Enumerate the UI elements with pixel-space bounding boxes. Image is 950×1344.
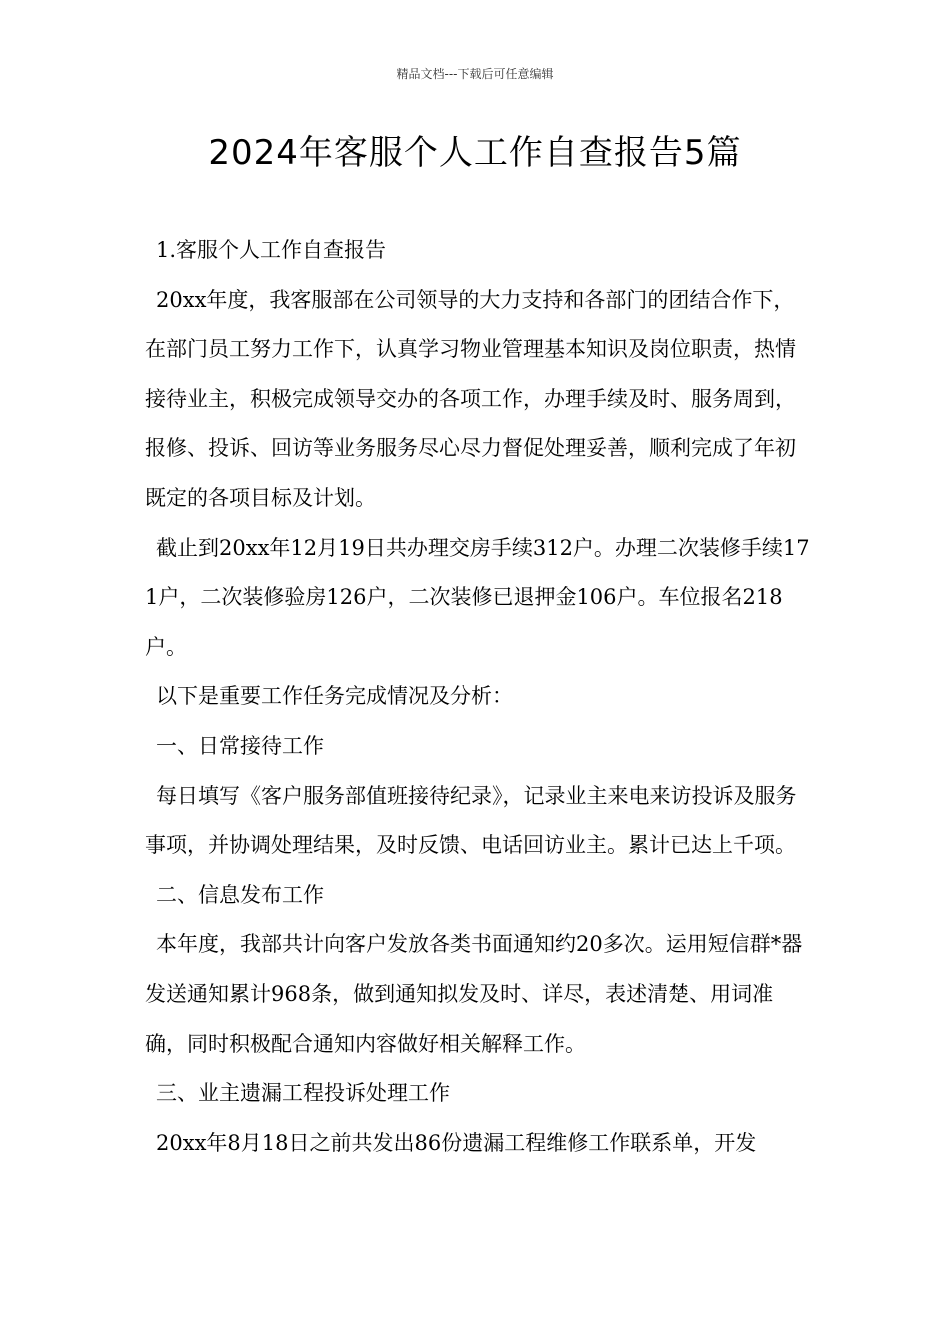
paragraph: 每日填写《客户服务部值班接待纪录》，记录业主来电来访投诉及服务事项，并协调处理结果，及时反馈、电话回访业主。累计已达上千项。 <box>145 783 797 858</box>
paragraph: 20xx年度，我客服部在公司领导的大力支持和各部门的团结合作下，在部门员工努力工作下，认真学习物业管理基本知识及岗位职责，热情接待业主，积极完成领导交办的各项工作，办理手续及时、服务周到，报修、投诉、回访等业务服务尽心尽力督促处理妥善，顺利完成了年初既定的各项目标及计划。 <box>145 287 796 510</box>
document-title: 2024年客服个人工作自查报告5篇 <box>208 133 742 173</box>
paragraph: 本年度，我部共计向客户发放各类书面通知约20多次。运用短信群*器发送通知累计968条，做到通知拟发及时、详尽，表述清楚、用词准确，同时积极配合通知内容做好相关解释工作。 <box>145 932 803 1056</box>
document-body <box>145 226 815 1168</box>
paragraph: 以下是重要工作任务完成情况及分析： <box>156 684 513 709</box>
paragraph: 截止到20xx年12月19日共办理交房手续312户。办理二次装修手续171户，二次装修验房126户，二次装修已退押金106户。车位报名218户。 <box>145 535 810 659</box>
section-heading: 一、日常接待工作 <box>156 733 324 758</box>
section-heading: 二、信息发布工作 <box>156 882 324 907</box>
section-heading: 三、业主遗漏工程投诉处理工作 <box>156 1081 450 1106</box>
paragraph: 20xx年8月18日之前共发出86份遗漏工程维修工作联系单，开发 <box>156 1130 757 1155</box>
header-note: 精品文档---下载后可任意编辑 <box>396 67 554 81</box>
section-heading: 1.客服个人工作自查报告 <box>156 238 387 262</box>
